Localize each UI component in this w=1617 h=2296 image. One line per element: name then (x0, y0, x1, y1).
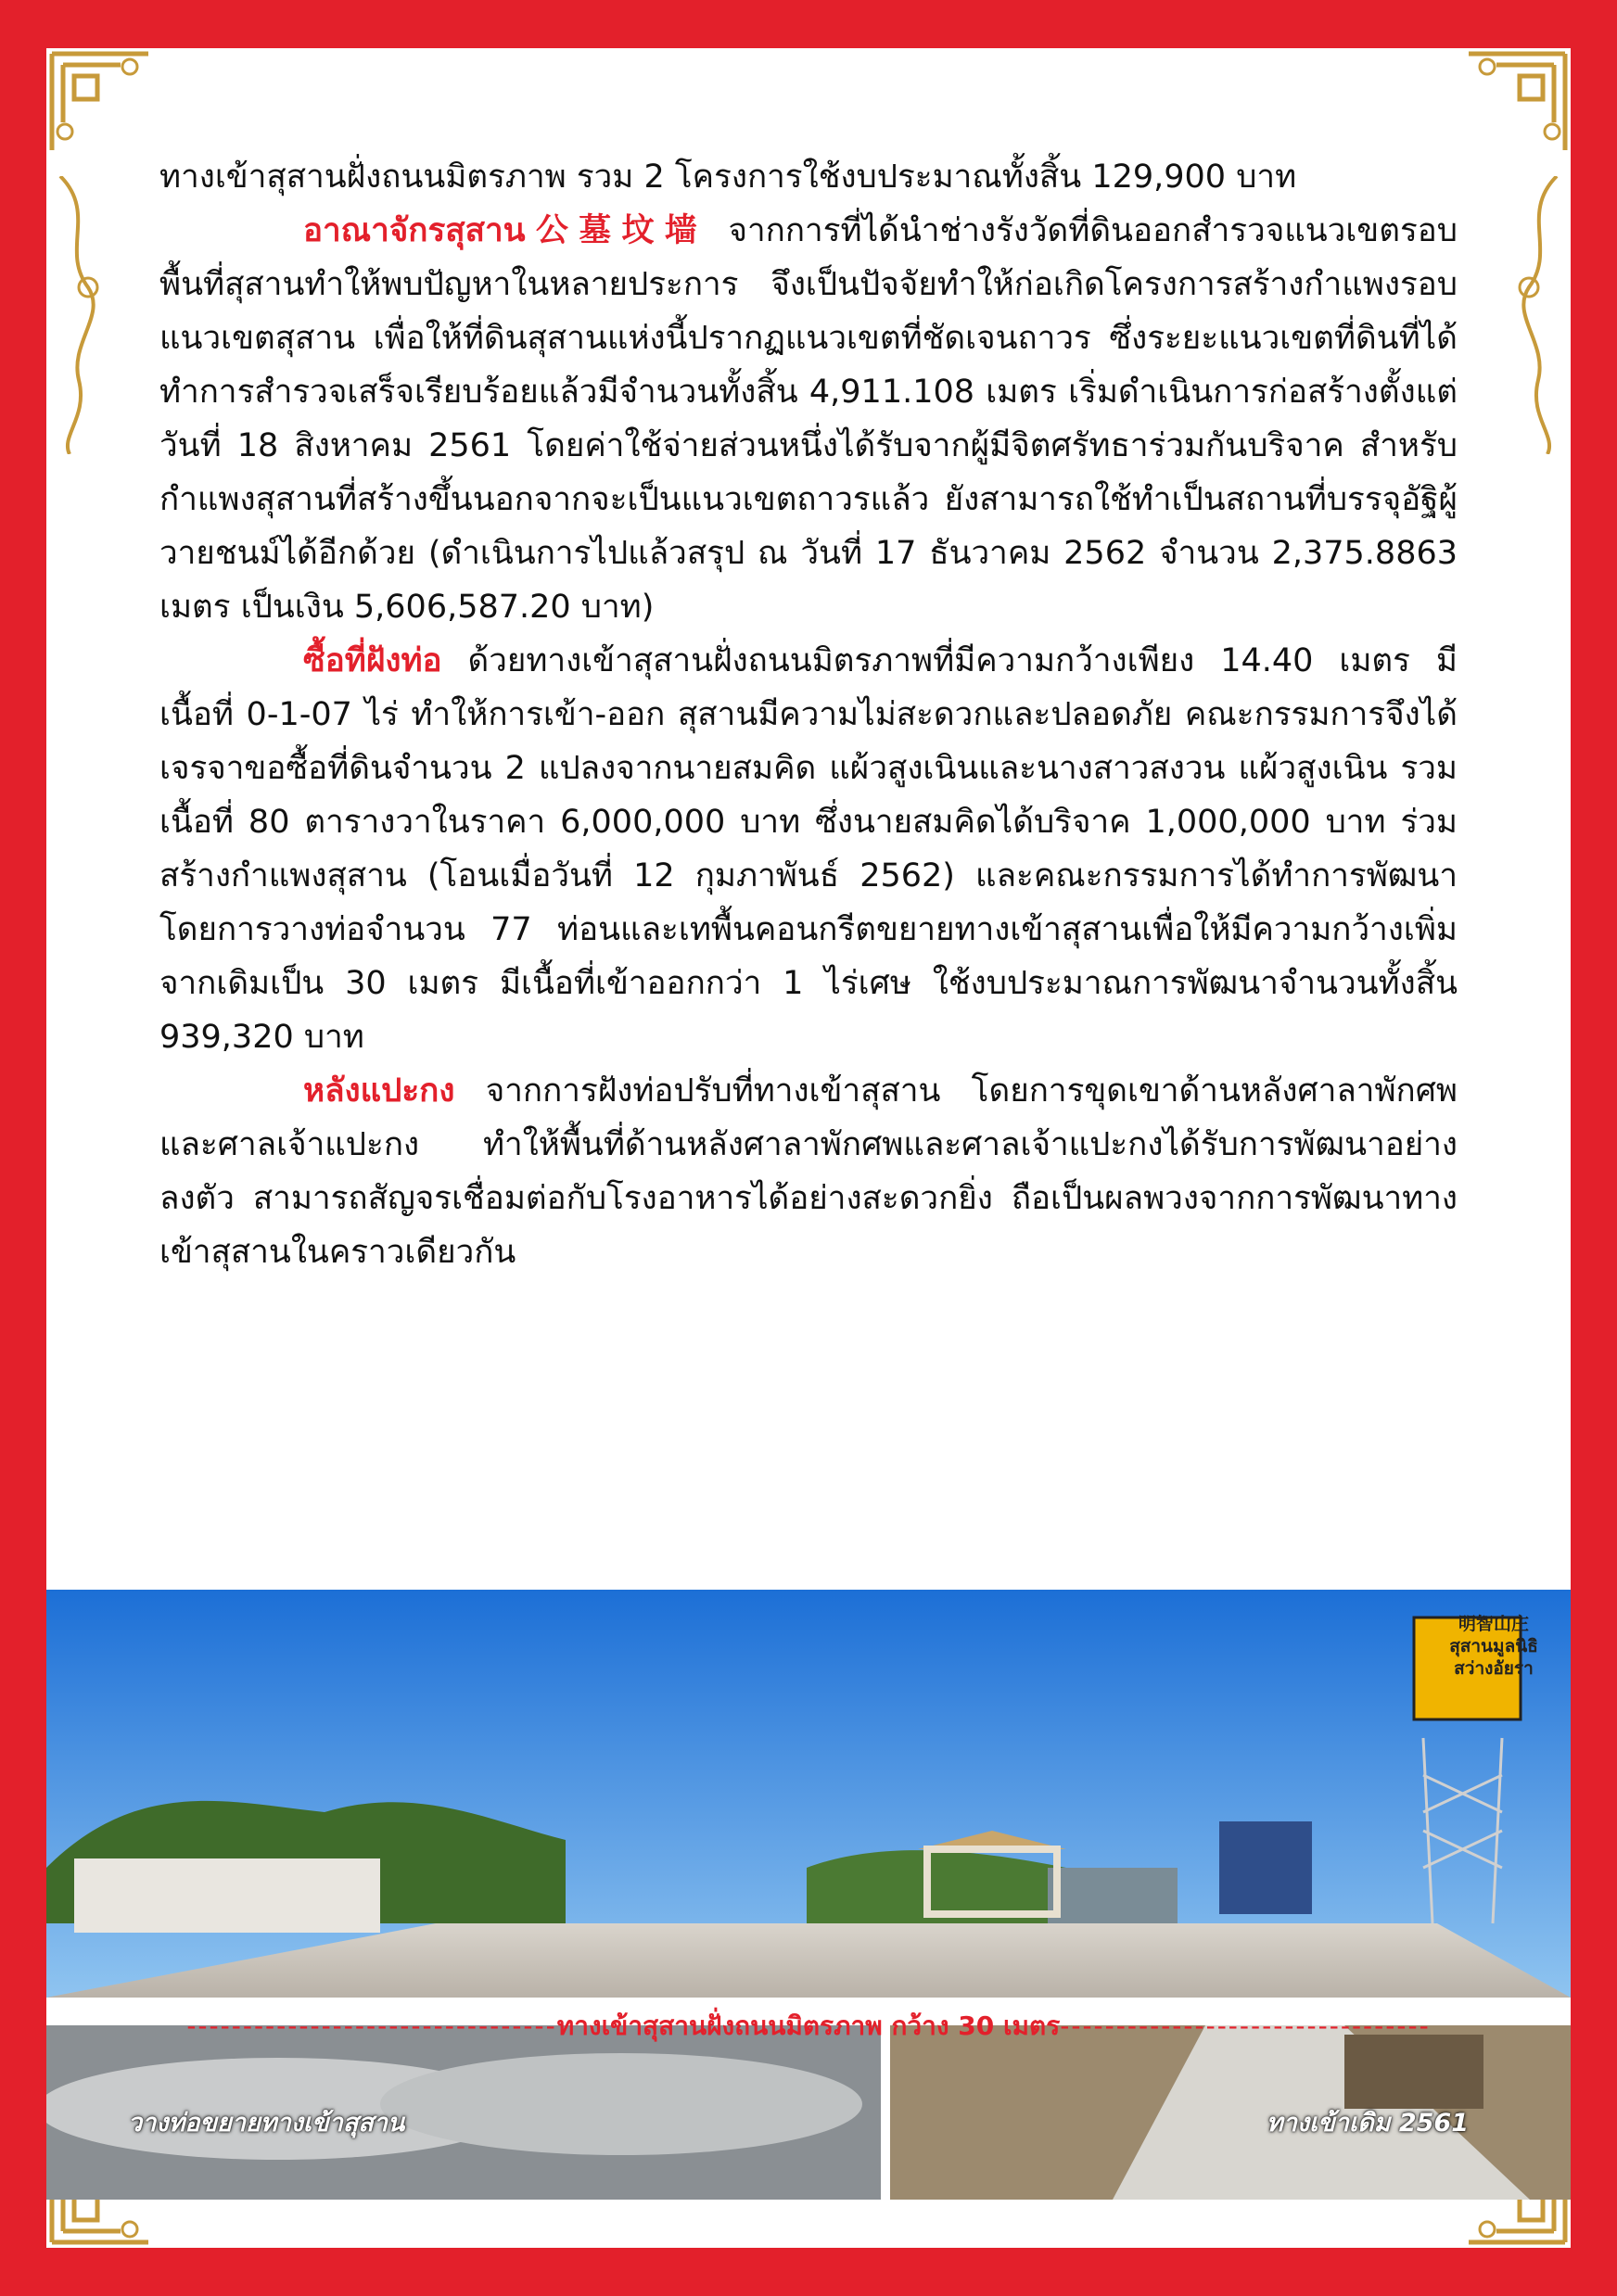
caption-dash-left: --------------------------------- (186, 2011, 557, 2041)
house (1048, 1868, 1178, 1933)
corner-ornament-top-left (46, 48, 158, 159)
corner-ornament-top-right (1459, 48, 1571, 159)
sign-line-2: สุสานมูลนิธิ (1449, 1636, 1538, 1656)
signboard-text (1439, 1613, 1548, 1680)
scroll-ornament-left (51, 176, 107, 454)
building (1219, 1821, 1312, 1914)
sign-line-1: 明智山庄 (1458, 1614, 1529, 1634)
pipe-photo-caption: วางท่อขยายทางเข้าสุสาน (128, 2109, 405, 2137)
section-cemetery-wall (159, 204, 1458, 634)
pipe-2 (380, 2053, 862, 2155)
cemetery-wall (74, 1858, 380, 1933)
section-pipe-land (159, 634, 1458, 1064)
section-cemetery-wall-heading-chinese: 公墓坟墙 (525, 212, 708, 249)
article-body (159, 150, 1458, 1279)
section-pipe-land-heading: ซื้อที่ฝังท่อ (303, 642, 442, 679)
section-behind-shrine (159, 1064, 1458, 1279)
section-pipe-land-text: ด้วยทางเข้าสุสานฝั่งถนนมิตรภาพที่มีความกว้างเพียง 14.40 เมตร มีเนื้อที่ 0-1-07 ไร่ ทำให้การเข้า-ออก สุสานมีความไม่สะดวกและปลอดภัย คณะกรรมการจึงได้เจรจาขอซื้อที่ดินจำนวน 2 แปลงจากนายสมคิด แผ้วสูงเนินและนางสาวสงวน แผ้วสูงเนิน รวมเนื้อที่ 80 ตารางวาในราคา 6,000,000 บาท ซึ่งนายสมคิดได้บริจาค 1,000,000 บาท ร่วมสร้างกำแพงสุสาน (โอนเมื่อวันที่ 12 กุมภาพันธ์ 2562) และคณะกรรมการได้ทำการพัฒนาโดยการวางท่อจำนวน 77 ท่อนและเทพื้นคอนกรีตขยายทางเข้าสุสานเพื่อให้มีความกว้างเพิ่มจากเดิมเป็น 30 เมตร มีเนื้อที่เข้าออกกว่า 1 ไร่เศษ ใช้งบประมาณการพัฒนาจำนวนทั้งสิ้น 939,320 บาท (159, 642, 1458, 1056)
section-cemetery-wall-text: จากการที่ได้นำช่างรังวัดที่ดินออกสำรวจแนวเขตรอบพื้นที่สุสานทำให้พบปัญหาในหลายประการ จึงเป็นปัจจัยทำให้ก่อเกิดโครงการสร้างกำแพงรอบแนวเขตสุสาน เพื่อให้ที่ดินสุสานแห่งนี้ปรากฏแนวเขตที่ชัดเจนถาวร ซึ่งระยะแนวเขตที่ดินที่ได้ทำการสำรวจเสร็จเรียบร้อยแล้วมีจำนวนทั้งสิ้น 4,911.108 เมตร เริ่มดำเนินการก่อสร้างตั้งแต่วันที่ 18 สิงหาคม 2561 โดยค่าใช้จ่ายส่วนหนึ่งได้รับจากผู้มีจิตศรัทธาร่วมกันบริจาค สำหรับกำแพงสุสานที่สร้างขึ้นนอกจากจะเป็นแนวเขตถาวรแล้ว ยังสามารถใช้ทำเป็นสถานที่บรรจุอัฐิผู้วายชนม์ได้อีกด้วย (ดำเนินการไปแล้วสรุป ณ วันที่ 17 ธันวาคม 2562 จำนวน 2,375.8863 เมตร เป็นเงิน 5,606,587.20 บาท) (159, 212, 1458, 626)
intro-line: ทางเข้าสุสานฝั่งถนนมิตรภาพ รวม 2 โครงการใช้งบประมาณทั้งสิ้น 129,900 บาท (159, 159, 1297, 196)
caption-dash-right: --------------------------------- (1060, 2011, 1431, 2041)
section-behind-shrine-text: จากการฝังท่อปรับที่ทางเข้าสุสาน โดยการขุดเขาด้านหลังศาลาพักศพและศาลเจ้าแปะกง ทำให้พื้นที่ด้านหลังศาลาพักศพและศาลเจ้าแปะกงได้รับการพัฒนาอย่างลงตัว สามารถสัญจรเชื่อมต่อกับโรงอาหารได้อย่างสะดวกยิ่ง ถือเป็นผลพวงจากการพัฒนาทางเข้าสุสานในคราวเดียวกัน (159, 1072, 1458, 1271)
main-photo-caption (46, 2006, 1571, 2047)
sign-line-3: สว่างอัยรา (1454, 1658, 1534, 1679)
section-cemetery-wall-heading: อาณาจักรสุสาน (303, 212, 526, 249)
old-entrance-caption: ทางเข้าเดิม 2561 (1266, 2109, 1469, 2137)
section-behind-shrine-heading: หลังแปะกง (303, 1072, 455, 1110)
scroll-ornament-right (1510, 176, 1566, 454)
main-photo-caption-text: ทางเข้าสุสานฝั่งถนนมิตรภาพ กว้าง 30 เมตร (556, 2011, 1061, 2041)
